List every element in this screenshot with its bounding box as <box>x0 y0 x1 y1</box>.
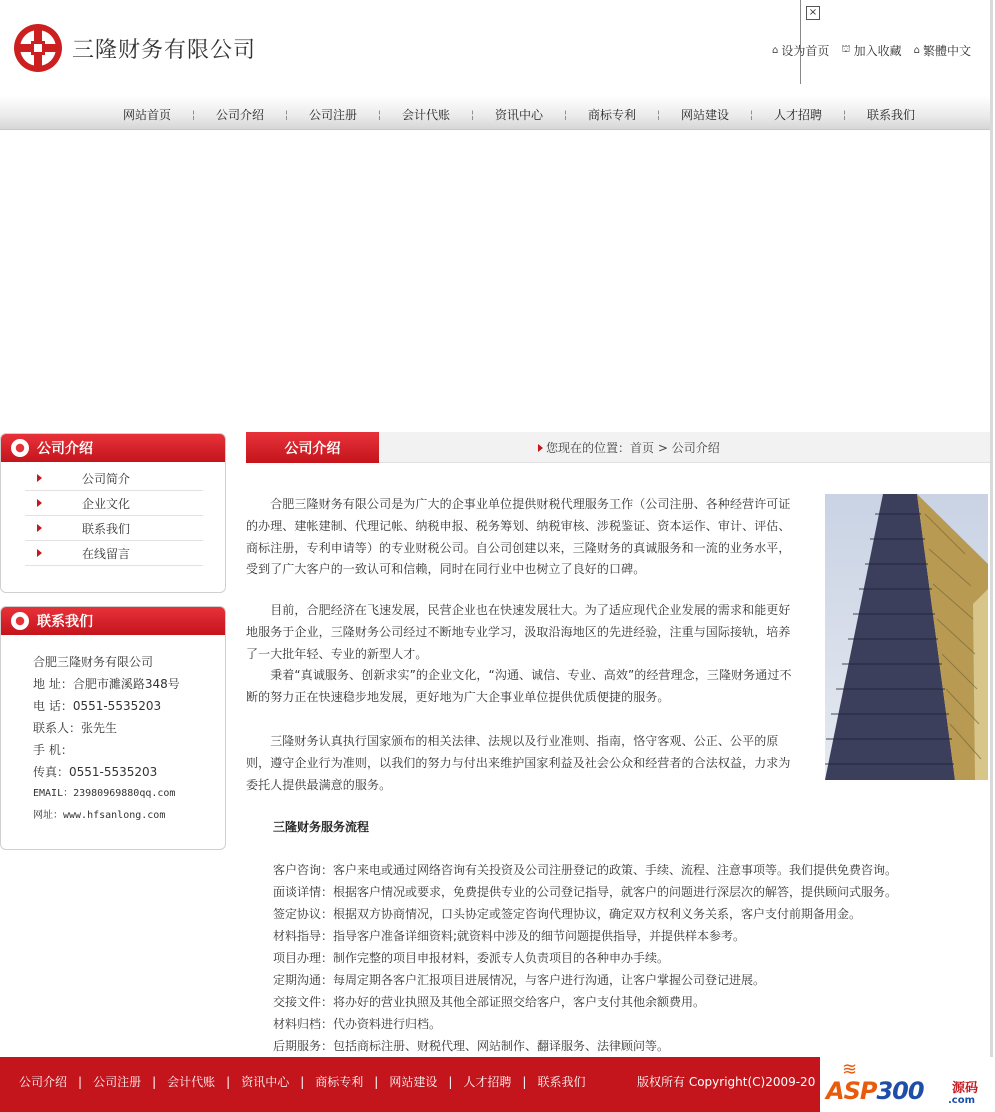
arrow-right-icon <box>37 474 42 482</box>
sidebar-item-label: 公司简介 <box>82 471 131 486</box>
traditional-chinese-link[interactable] <box>914 42 971 59</box>
sidebar-item-label: 联系我们 <box>82 521 131 536</box>
watermark-source: 源码 <box>952 1081 979 1096</box>
flow-step: 材料指导：指导客户准备详细资料;就资料中涉及的细节问题提供指导，并提供样本参考。 <box>273 929 746 943</box>
arrow-right-icon <box>37 549 42 557</box>
nav-separator: ¦ <box>563 108 568 121</box>
footer-nav <box>19 1073 585 1090</box>
footer-link-about[interactable]: 公司介绍 <box>19 1075 68 1089</box>
sidebar-intro-box <box>0 433 226 593</box>
top-links <box>772 42 971 59</box>
nav-item-registration[interactable]: 公司注册 <box>308 108 357 122</box>
footer-link-news[interactable]: 资讯中心 <box>241 1075 290 1089</box>
contact-website[interactable]: 网址：www.hfsanlong.com <box>33 810 166 821</box>
main-nav <box>0 96 990 130</box>
content-title-bar <box>246 432 990 463</box>
arrow-right-icon <box>37 499 42 507</box>
nav-item-home[interactable]: 网站首页 <box>122 108 171 122</box>
home-icon: ⌂ <box>772 45 779 56</box>
service-flow-title: 三隆财务服务流程 <box>273 820 370 834</box>
company-name: 三隆财务有限公司 <box>72 37 257 63</box>
intro-paragraph-3: 三隆财务认真执行国家颁布的相关法律、法规以及行业准则、指南，恪守客观、公正、公平的原则，遵守企业行为准则，以我们的努力与付出来维护国家利益及社会公众和经营者的合法权益，力求为委托人提供最满意的服务。 <box>246 734 791 792</box>
footer-separator: | <box>152 1074 157 1089</box>
flow-step: 后期服务：包括商标注册、财税代理、网站制作、翻译服务、法律顾问等。 <box>273 1039 670 1053</box>
nav-separator: ¦ <box>191 108 196 121</box>
footer-link-website[interactable]: 网站建设 <box>389 1075 438 1089</box>
flow-step: 客户咨询：客户来电或通过网络咨询有关投资及公司注册登记的政策、手续、流程、注意事项等。我们提供免费咨询。 <box>273 863 898 877</box>
footer-link-contact[interactable]: 联系我们 <box>537 1075 586 1089</box>
sidebar-contact-header <box>1 607 225 635</box>
arrow-right-icon <box>37 524 42 532</box>
footer-separator: | <box>300 1074 305 1089</box>
footer-link-accounting[interactable]: 会计代账 <box>167 1075 216 1089</box>
nav-separator: ¦ <box>842 108 847 121</box>
sidebar-contact-box <box>0 606 226 850</box>
nav-items <box>110 106 928 123</box>
sidebar-item-culture[interactable] <box>25 491 203 516</box>
circle-bullet-icon <box>11 439 29 457</box>
sidebar-intro-header <box>1 434 225 462</box>
service-flow-list <box>273 859 897 1057</box>
breadcrumb <box>538 439 720 456</box>
sidebar-intro-title: 公司介绍 <box>37 441 93 457</box>
flame-icon: ≋ <box>842 1059 858 1080</box>
content-tab-title: 公司介绍 <box>246 432 379 463</box>
top-link-label: 加入收藏 <box>853 44 902 58</box>
footer-link-jobs[interactable]: 人才招聘 <box>463 1075 512 1089</box>
nav-item-accounting[interactable]: 会计代账 <box>401 108 450 122</box>
footer-separator: | <box>448 1074 453 1089</box>
sidebar-contact-title: 联系我们 <box>37 614 93 630</box>
watermark-text-a: ASP <box>826 1077 877 1105</box>
breadcrumb-home[interactable]: 首页 <box>630 441 655 455</box>
footer-separator: | <box>226 1074 231 1089</box>
logo-mark-icon <box>14 24 62 72</box>
watermark-text-b: 300 <box>876 1077 924 1105</box>
nav-separator: ¦ <box>377 108 382 121</box>
sidebar-item-contact[interactable] <box>25 516 203 541</box>
footer-link-trademark[interactable]: 商标专利 <box>315 1075 364 1089</box>
flow-step: 面谈详情：根据客户情况或要求，免费提供专业的公司登记指导，就客户的问题进行深层次的解答，提供顾问式服务。 <box>273 885 898 899</box>
contact-email[interactable]: EMAIL：23980969880qq.com <box>33 788 176 799</box>
nav-item-about[interactable]: 公司介绍 <box>215 108 264 122</box>
nav-item-website[interactable]: 网站建设 <box>680 108 729 122</box>
contact-person: 联系人：张先生 <box>33 721 118 735</box>
contact-address: 地 址：合肥市濉溪路348号 <box>33 677 180 691</box>
footer-link-registration[interactable]: 公司注册 <box>93 1075 142 1089</box>
flow-step: 项目办理：制作完整的项目申报材料，委派专人负责项目的各种申办手续。 <box>273 951 670 965</box>
contact-phone: 电 话：0551-5535203 <box>33 699 162 713</box>
bookmark-icon: ⛫ <box>841 44 851 55</box>
sidebar-item-label: 在线留言 <box>82 546 131 561</box>
sidebar-item-message[interactable] <box>25 541 203 566</box>
circle-bullet-icon <box>11 612 29 630</box>
watermark-text <box>826 1077 924 1105</box>
language-icon: ⌂ <box>913 45 920 56</box>
footer-separator: | <box>78 1074 83 1089</box>
arrow-right-icon <box>538 444 543 452</box>
contact-fax: 传真：0551-5535203 <box>33 765 158 779</box>
add-favorite-link[interactable] <box>841 42 901 59</box>
set-homepage-link[interactable] <box>772 42 829 59</box>
contact-mobile: 手 机： <box>33 743 73 757</box>
breadcrumb-prefix: 您现在的位置： <box>546 441 631 455</box>
watermark-logo <box>820 1057 995 1112</box>
nav-separator: ¦ <box>284 108 289 121</box>
close-icon[interactable]: × <box>806 6 820 20</box>
building-image <box>825 494 988 780</box>
contact-info <box>33 651 180 827</box>
sidebar-item-label: 企业文化 <box>82 496 131 511</box>
breadcrumb-sep: > <box>654 440 672 455</box>
nav-separator: ¦ <box>470 108 475 121</box>
page-right-border <box>990 0 993 1112</box>
nav-separator: ¦ <box>749 108 754 121</box>
nav-item-jobs[interactable]: 人才招聘 <box>773 108 822 122</box>
footer-separator: | <box>522 1074 527 1089</box>
sidebar-item-profile[interactable] <box>25 466 203 491</box>
flow-step: 签定协议：根据双方协商情况，口头协定或签定咨询代理协议，确定双方权利义务关系，客户支付前期备用金。 <box>273 907 862 921</box>
flow-step: 材料归档：代办资料进行归档。 <box>273 1017 442 1031</box>
footer-separator: | <box>374 1074 379 1089</box>
site-logo[interactable] <box>14 24 256 72</box>
intro-paragraph-2: 目前，合肥经济在飞速发展，民营企业也在快速发展壮大。为了适应现代企业发展的需求和能更好地服务于企业，三隆财务公司经过不断地专业学习，汲取沿海地区的先进经验，注重与国际接轨，培养了一大批年轻、专业的新型人才。 秉着“真诚服务、创新求实”的企业文化，“沟通、诚信、专业、高效”的经营理念，三隆财务通过不断的努力正在快速稳步地发展，更好地为广大企事业单位提供优质便捷的服务。 <box>246 603 792 705</box>
nav-item-news[interactable]: 资讯中心 <box>494 108 543 122</box>
intro-paragraph-1: 合肥三隆财务有限公司是为广大的企事业单位提供财税代理服务工作（公司注册、各种经营许可证的办理、建帐建制、代理记帐、纳税申报、税务筹划、纳税审核、涉税鉴证、资本运作、审计、评估、商标注册，专利申请等）的专业财税公司。自公司创建以来，三隆财务的真诚服务和一流的业务水平，受到了广大客户的一致认可和信赖，同时在同行业中也树立了良好的口碑。 <box>246 497 791 577</box>
nav-separator: ¦ <box>656 108 661 121</box>
top-link-label: 繁體中文 <box>922 44 971 58</box>
copyright-text: 版权所有 Copyright(C)2009-20 <box>637 1075 816 1089</box>
nav-item-contact[interactable]: 联系我们 <box>866 108 915 122</box>
top-link-label: 设为首页 <box>781 44 830 58</box>
watermark-domain: .com <box>948 1095 976 1106</box>
nav-item-trademark[interactable]: 商标专利 <box>587 108 636 122</box>
flow-step: 定期沟通：每周定期各客户汇报项目进展情况，与客户进行沟通，让客户掌握公司登记进展。 <box>273 973 766 987</box>
contact-company: 合肥三隆财务有限公司 <box>33 655 154 669</box>
flow-step: 交接文件：将办好的营业执照及其他全部证照交给客户，客户支付其他余额费用。 <box>273 995 706 1009</box>
sidebar-intro-list <box>25 466 203 566</box>
breadcrumb-current: 公司介绍 <box>671 441 720 455</box>
